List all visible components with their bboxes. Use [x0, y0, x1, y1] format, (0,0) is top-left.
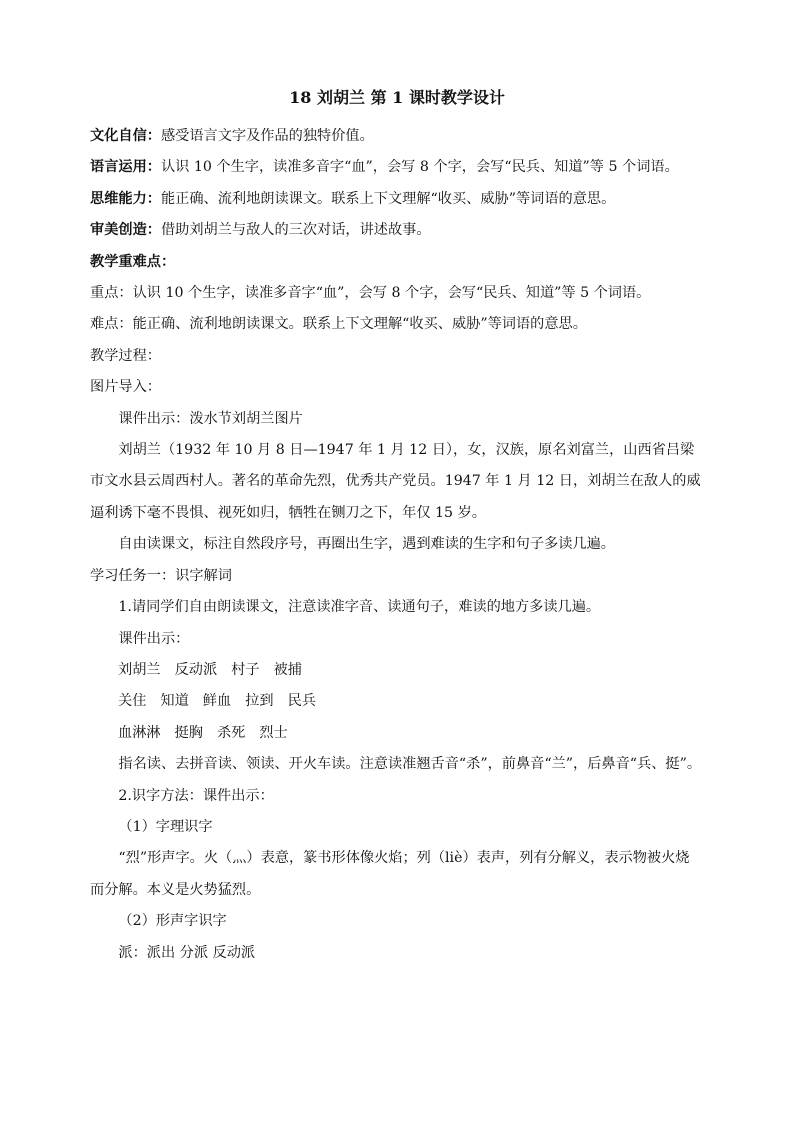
intro-heading: 图片导入： — [90, 379, 161, 396]
goal-culture — [90, 121, 702, 152]
key-point: 重点：认识 10 个生字，读准多音字“血”，会写 8 个字，会写“民兵、知道”等 5 个词语。 — [90, 285, 651, 302]
goal-label: 语言运用： — [90, 159, 161, 176]
courseware-note: 课件出示： — [118, 630, 190, 647]
method-heading: （1）字理识字 — [118, 818, 213, 835]
vocab-word: 关住 — [118, 693, 147, 710]
goal-label: 审美创造： — [90, 222, 161, 239]
goal-label: 文化自信： — [90, 128, 161, 144]
vocab-word: 血淋淋 — [118, 724, 161, 741]
word-row — [90, 655, 702, 686]
vocab-word: 反动派 — [174, 661, 218, 678]
goal-text: 认识 10 个生字，读准多音字“血”，会写 8 个字，会写“民兵、知道”等 5 个词语。 — [160, 159, 679, 176]
vocab-word: 烈士 — [259, 724, 288, 741]
goal-language — [90, 152, 702, 183]
self-reading-paragraph: 自由读课文，标注自然段序号，再圈出生字，遇到难读的生字和句子多读几遍。 — [118, 536, 615, 553]
task1-step1: 1.请同学们自由朗读课文，注意读准字音、读通句子，难读的地方多读几遍。 — [118, 599, 601, 616]
vocab-word: 知道 — [160, 693, 189, 710]
goal-text: 能正确、流利地朗读课文。联系上下文理解“收买、威胁”等词语的意思。 — [160, 190, 616, 207]
goal-text: 感受语言文字及作品的独特价值。 — [160, 128, 374, 144]
method-heading: （2）形声字识字 — [118, 913, 227, 930]
goal-label: 思维能力： — [90, 190, 161, 207]
vocab-word: 杀死 — [216, 724, 246, 741]
task1-step2: 2.识字方法：课件出示： — [118, 787, 274, 804]
courseware-note: 课件出示：泼水节刘胡兰图片 — [118, 410, 303, 427]
biography-paragraph: 刘胡兰（1932 年 10 月 8 日—1947 年 1 月 12 日），女，汉族，原名刘富兰，山西省吕梁市文水县云周西村人。著名的革命先烈，优秀共产党员。1947 年 1 月 12 日，刘胡兰在敌人的威逼利诱下毫不畏惧、视死如归，牺牲在铡刀之下，年仅 15 岁。 — [90, 442, 701, 521]
process-heading: 教学过程： — [90, 347, 161, 364]
vocab-word: 挺胸 — [174, 724, 203, 741]
goal-aesthetic — [90, 215, 702, 246]
key-points-heading: 教学重难点： — [90, 253, 176, 270]
task1-heading: 学习任务一：识字解词 — [90, 567, 232, 584]
goal-thinking — [90, 184, 702, 215]
method-explanation: “烈”形声字。火（灬）表意，篆书形体像火焰；列（liè）表声，列有分解义，表示物被火烧而分解。本义是火势猛烈。 — [90, 850, 690, 898]
vocab-word: 刘胡兰 — [118, 661, 161, 678]
vocab-word: 民兵 — [287, 693, 316, 710]
reading-note: 指名读、去拼音读、领读、开火车读。注意读准翘舌音“杀”，前鼻音“兰”，后鼻音“兵、挺”。 — [118, 756, 702, 773]
vocab-word: 拉到 — [245, 693, 274, 710]
document-body — [90, 121, 702, 969]
word-row — [90, 686, 702, 717]
pai-word-line: 派：派出 分派 反动派 — [118, 944, 256, 961]
difficult-point: 难点：能正确、流利地朗读课文。联系上下文理解“收买、威胁”等词语的意思。 — [90, 316, 587, 333]
goal-text: 借助刘胡兰与敌人的三次对话，讲述故事。 — [160, 222, 431, 239]
vocab-word: 村子 — [231, 661, 260, 678]
vocab-word: 被捕 — [273, 661, 302, 678]
word-row — [90, 718, 702, 749]
page-title: 18 刘胡兰 第 1 课时教学设计 — [289, 88, 505, 107]
vocab-word: 鲜血 — [202, 693, 232, 710]
